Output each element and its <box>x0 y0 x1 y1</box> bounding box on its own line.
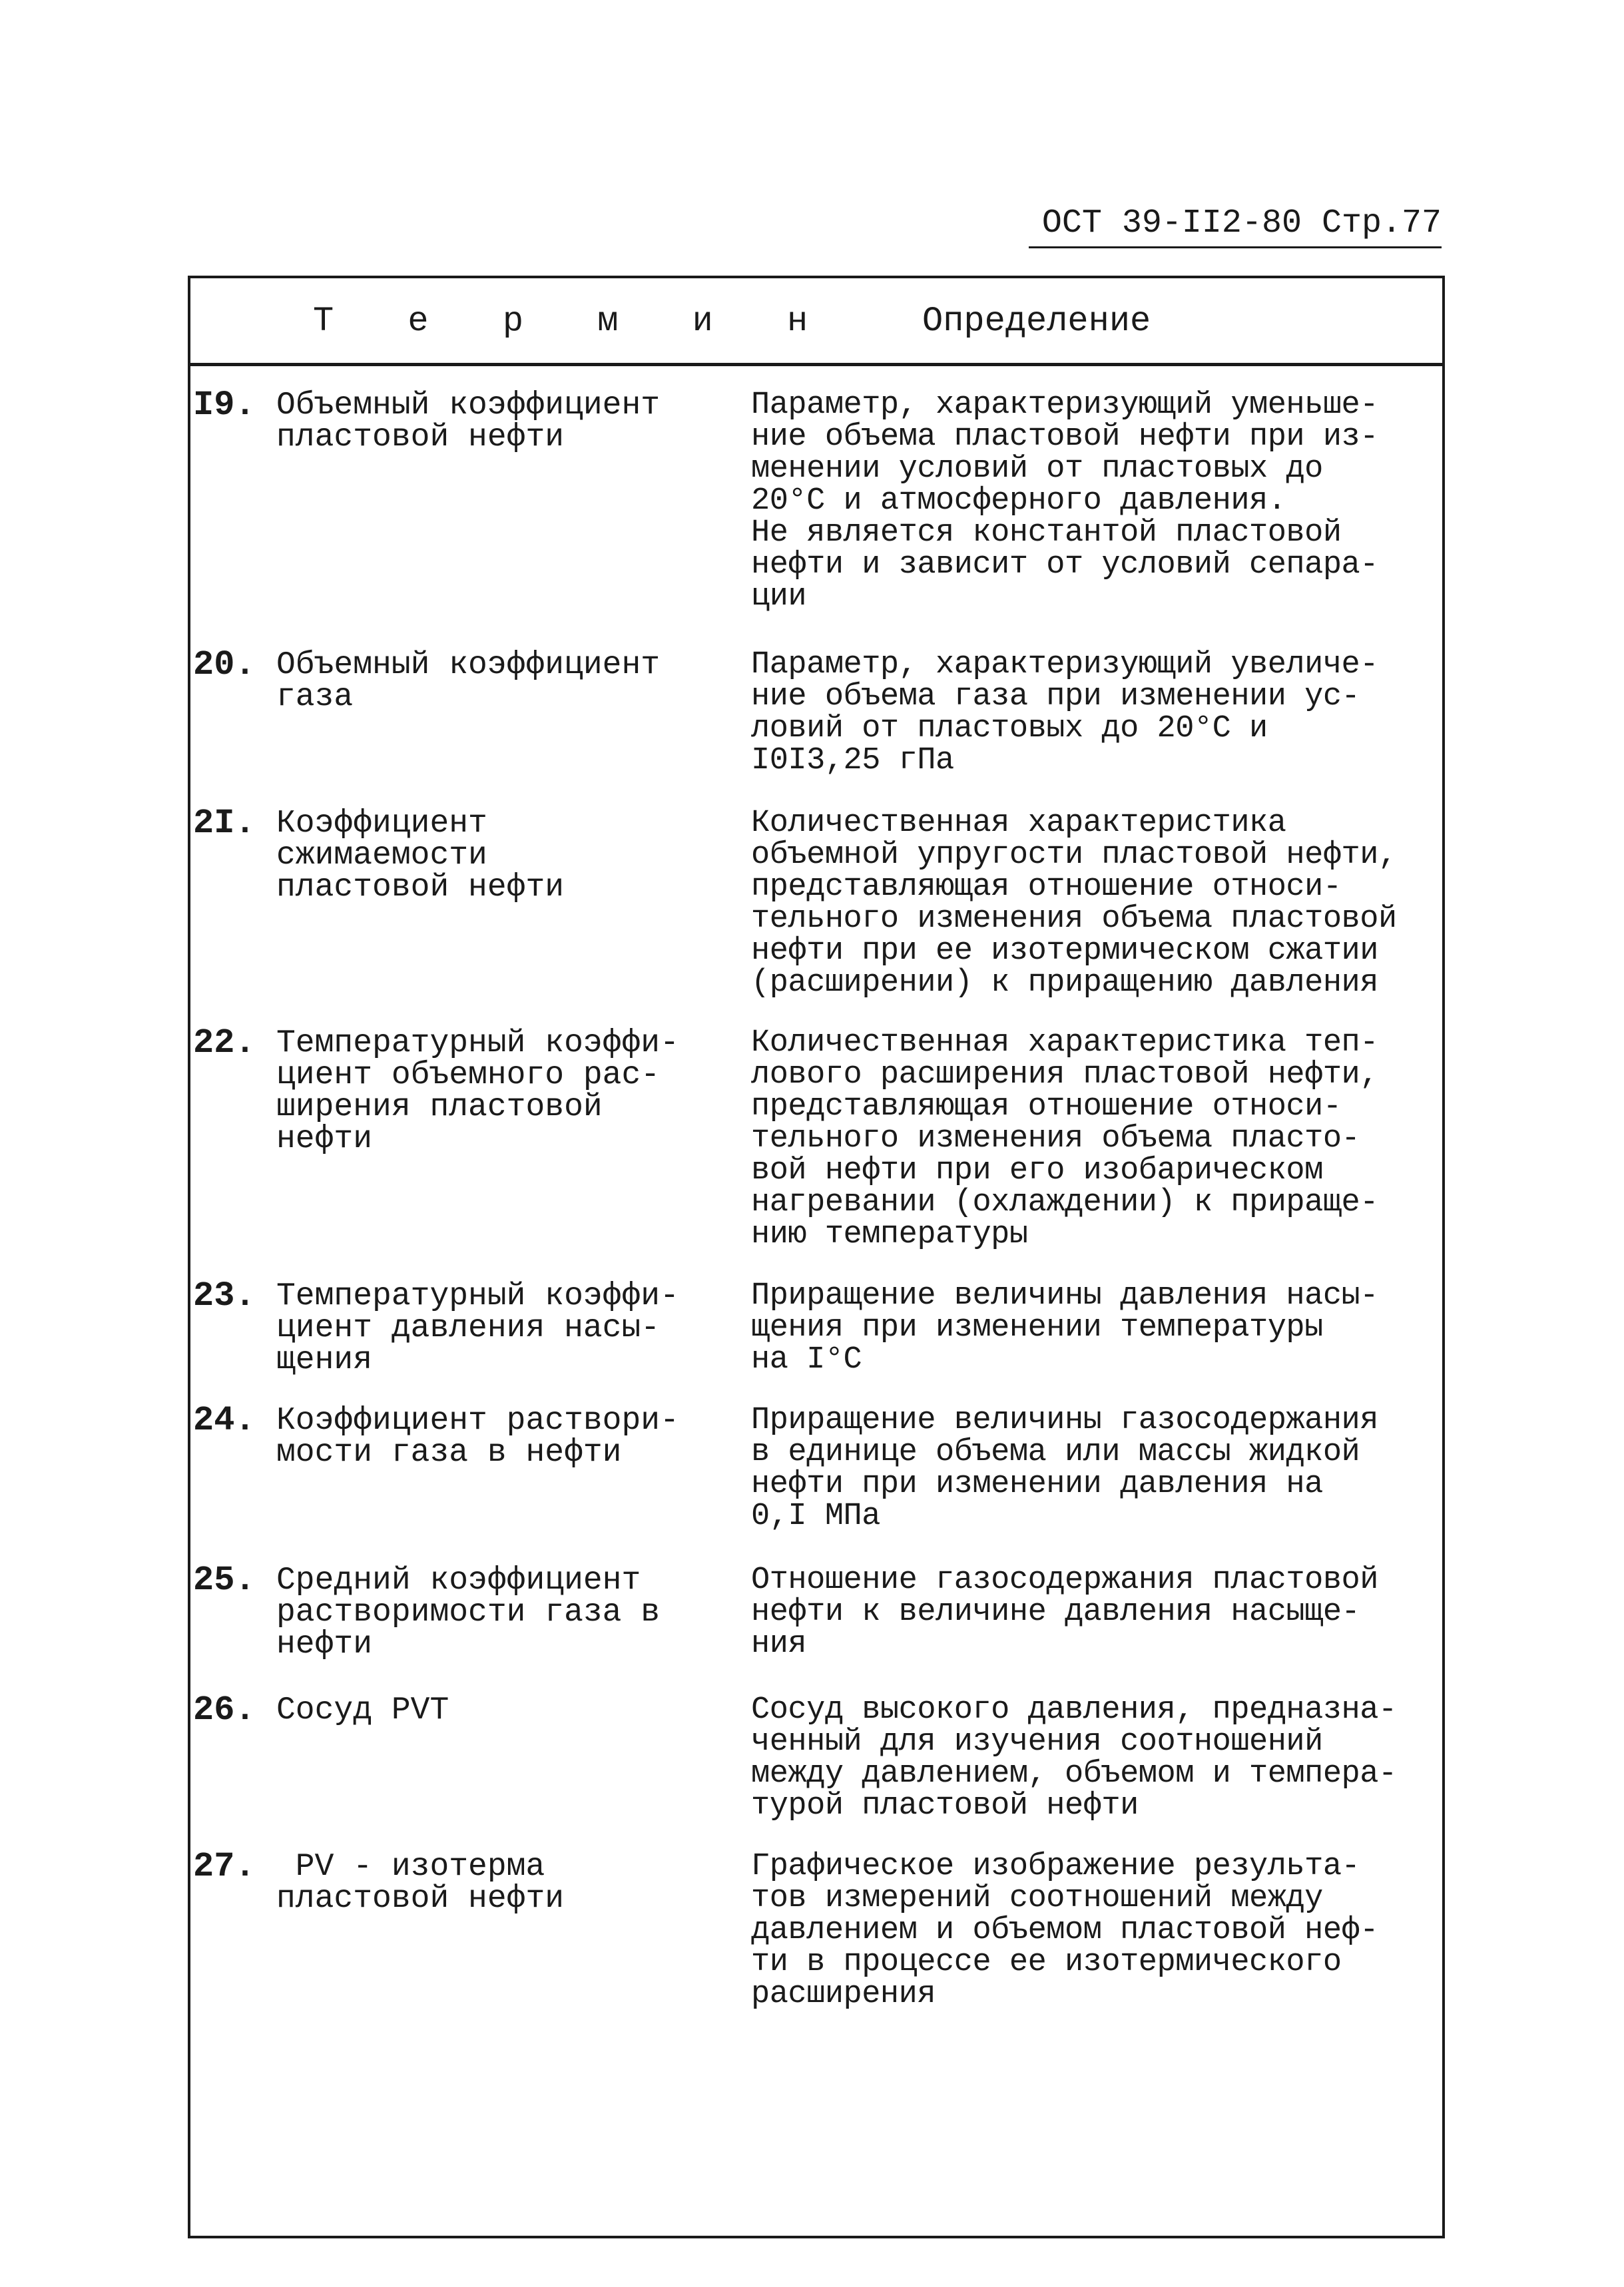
entry-number: 22. <box>193 1023 256 1063</box>
entry-definition: Графическое изображение результа- тов измерений соотношений между давлением и объемом пластовой неф- ти в процессе ее изотермического расширения <box>751 1849 1378 2012</box>
column-header-definition: Определение <box>922 302 1151 341</box>
entry-definition: Приращение величины давления насы- щения при изменении температуры на I°С <box>751 1278 1378 1378</box>
header-divider <box>188 363 1442 366</box>
entry-term: Сосуд PVT <box>276 1692 449 1728</box>
entry-term: Коэффициент сжимаемости пластовой нефти <box>276 806 565 905</box>
entry-definition: Количественная характеристика объемной упругости пластовой нефти, представляющая отношение относи- тельного изменения объема пластовой нефти при ее изотермическом сжатии (расширении) к приращению давления <box>751 806 1397 1001</box>
entry-definition: Приращение величины газосодержания в единице объема или массы жидкой нефти при изменении давления на 0,I МПа <box>751 1403 1378 1534</box>
entry-definition: Сосуд высокого давления, предназна- ченный для изучения соотношений между давлением, объемом и темпера- турой пластовой нефти <box>751 1692 1397 1824</box>
entry-definition: Параметр, характеризующий уменьше- ние объема пластовой нефти при из- менении условий от пластовых до 20°С и атмосферного давления. Не является константой пластовой нефти и зависит от условий сепара- ции <box>751 387 1378 615</box>
entry-number: 26. <box>193 1690 256 1730</box>
entry-number: 24. <box>193 1401 256 1440</box>
entry-number: 20. <box>193 645 256 684</box>
entry-term: Объемный коэффициент пластовой нефти <box>276 387 661 455</box>
entry-term: PV - изотерма пластовой нефти <box>276 1849 565 1917</box>
entry-number: 23. <box>193 1276 256 1316</box>
entry-number: I9. <box>193 385 256 425</box>
entry-definition: Параметр, характеризующий увеличе- ние объема газа при изменении ус- ловий от пластовых до 20°С и I0I3,25 гПа <box>751 647 1378 778</box>
entry-term: Коэффициент раствори- мости газа в нефти <box>276 1403 679 1471</box>
entry-number: 2I. <box>193 804 256 843</box>
entry-number: 25. <box>193 1561 256 1600</box>
entry-number: 27. <box>193 1847 256 1886</box>
document-code-header: ОСТ 39-II2-80 Стр.77 <box>1029 201 1442 248</box>
entry-term: Температурный коэффи- циент давления насы- щения <box>276 1278 679 1378</box>
column-header-term: Т е р м и н <box>313 302 835 341</box>
entry-definition: Количественная характеристика теп- лового расширения пластовой нефти, представляющая отношение относи- тельного изменения объема пласто- вой нефти при его изобарическом нагревании (охлаждении) к прираще- нию температуры <box>751 1025 1378 1252</box>
entry-term: Средний коэффициент растворимости газа в нефти <box>276 1563 661 1662</box>
entry-term: Объемный коэффициент газа <box>276 647 661 715</box>
entry-definition: Отношение газосодержания пластовой нефти к величине давления насыще- ния <box>751 1563 1378 1662</box>
entry-term: Температурный коэффи- циент объемного рас- ширения пластовой нефти <box>276 1025 679 1157</box>
